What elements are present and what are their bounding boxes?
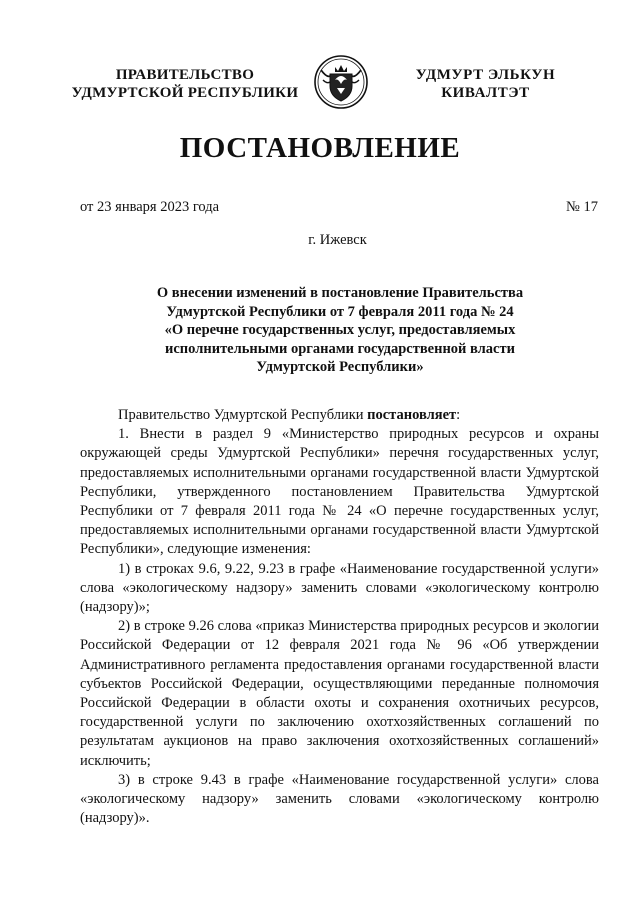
paragraph-1: 1. Внести в раздел 9 «Министерство природных ресурсов и охраны окружающей среды Удмуртской Республики» перечня государственных услуг, предоставляемых исполнительными органами государственной власти Удмуртской Республики, утвержденного постановлением Правительства Удмуртской Республики от 7 февраля 2011 года № 24 «О перечне государственных услуг, предоставляемых исполнительными органами государственной власти Удмуртской Республики», следующие изменения: (80, 426, 599, 558)
paragraph-1-item-1: 1) в строках 9.6, 9.22, 9.23 в графе «Наименование государственной услуги» слова «экологическому надзору» заменить словами «экологическому контролю (надзору)»; (80, 560, 599, 616)
government-name-udmurt-line1: УДМУРТ ЭЛЬКУН (415, 67, 556, 83)
document-number: № 17 (566, 199, 598, 215)
government-name-udmurt (388, 66, 583, 102)
document-subject (140, 284, 540, 377)
subject-line: «О перечне государственных услуг, предоставляемых (164, 322, 516, 338)
document-title: ПОСТАНОВЛЕНИЕ (179, 132, 461, 164)
subject-line: О внесении изменений в постановление Правительства (156, 285, 524, 301)
subject-line: Удмуртской Республики» (256, 359, 424, 375)
intro-text: Правительство Удмуртской Республики (118, 407, 368, 423)
document-date: от 23 января 2023 года (80, 199, 220, 215)
subject-line: Удмуртской Республики от 7 февраля 2011 года № 24 (166, 303, 514, 320)
intro-colon: : (456, 407, 461, 423)
government-name-line2: УДМУРТСКОЙ РЕСПУБЛИКИ (71, 85, 299, 101)
document-city: г. Ижевск (308, 232, 367, 248)
paragraph-1-item-2: 2) в строке 9.26 слова «приказ Министерства природных ресурсов и экологии Российской Федерации от 12 февраля 2021 года № 96 «Об утверждении Административного регламента предоставления органами государственной власти субъектов Российской Федерации, осуществляющими переданные полномочия Российской Федерации в области охоты и сохранения охотничьих ресурсов, государственной услуги по заключению охотхозяйственных соглашений по результатам аукционов на право заключения охотхозяйственных соглашений» исключить; (80, 618, 599, 769)
government-name-udmurt-line2: КИВАЛТЭТ (441, 85, 530, 101)
intro-decree-word: постановляет (367, 407, 457, 423)
government-name-russian (60, 66, 310, 102)
paragraph-1-item-3: 3) в строке 9.43 в графе «Наименование государственной услуги» слова «экологическому надзору» заменить словами «экологическому контролю (надзору)». (80, 771, 599, 827)
subject-line: исполнительными органами государственной власти (165, 340, 515, 357)
government-name-line1: ПРАВИТЕЛЬСТВО (115, 67, 255, 83)
udmurtia-coat-of-arms-icon (313, 54, 369, 110)
intro-paragraph (80, 406, 599, 425)
document-body (80, 406, 599, 828)
